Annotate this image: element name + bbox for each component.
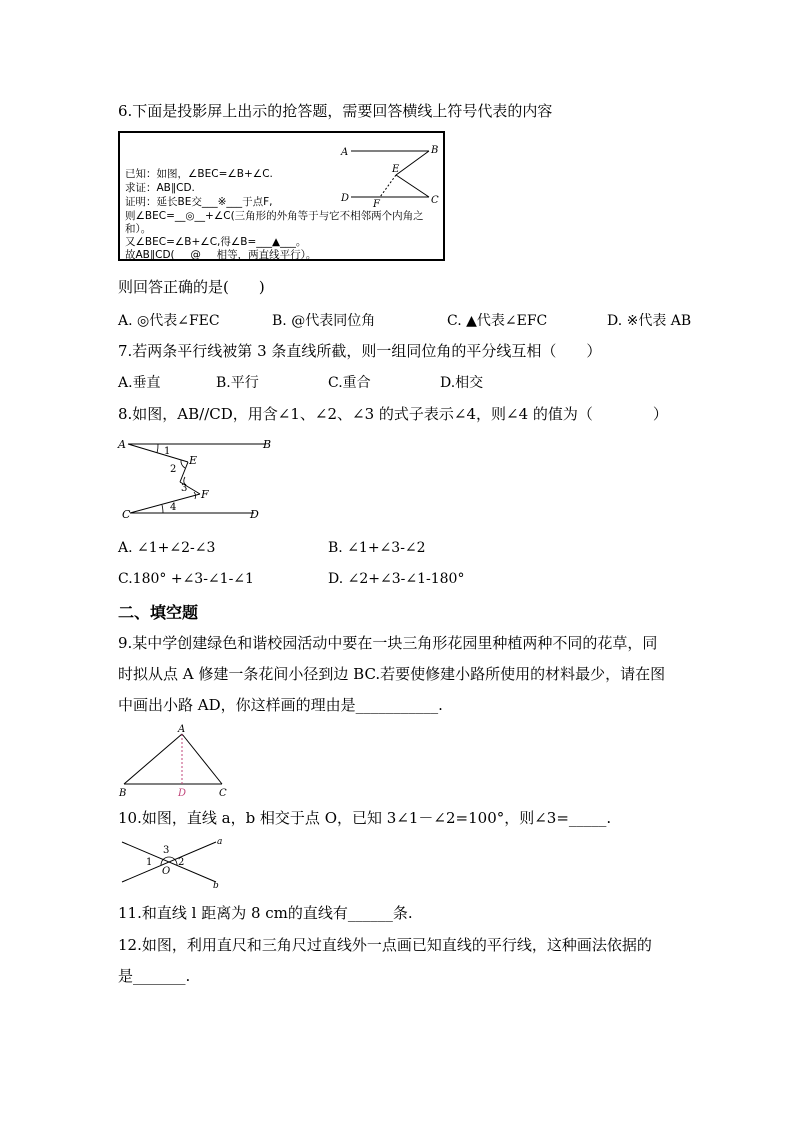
q8-label-f: F (201, 488, 209, 501)
q9-figure (116, 722, 228, 798)
q11-stem: 11.和直线 l 距离为 8 cm的直线有______条. (118, 904, 413, 922)
q10-label-2: 2 (178, 857, 185, 868)
q8-label-b: B (263, 438, 272, 451)
q6-label-b: B (431, 145, 439, 156)
q6-box-line: 则∠BEC=__◎__+∠C(三角形的外角等于与它不相邻两个内角之 (125, 210, 424, 222)
q6-label-c: C (431, 195, 439, 206)
q6-box-line: 已知：如图，∠BEC=∠B+∠C. (125, 168, 273, 180)
q9-line: 时拟从点 A 修建一条花间小径到边 BC.若要使修建小路所使用的材料最少，请在图 (118, 665, 666, 683)
q10-stem: 10.如图，直线 a，b 相交于点 O，已知 3∠1－∠2=100°，则∠3=_____. (118, 809, 612, 827)
q7-option-d: D.相交 (440, 375, 484, 391)
q10-figure (116, 834, 226, 890)
q6-projection-box (118, 131, 445, 261)
q6-box-line: 故AB∥CD(___@___相等，两直线平行）。 (125, 249, 317, 261)
q8-label-2: 2 (170, 464, 177, 475)
q6-prompt: 则回答正确的是( ) (118, 278, 265, 296)
q8-option-d: D. ∠2+∠3-∠1-180° (328, 571, 465, 587)
q9-label-c: C (219, 788, 227, 799)
q9-label-a: A (178, 724, 186, 735)
q7-option-a: A.垂直 (118, 375, 161, 391)
q7-stem: 7.若两条平行线被第 3 条直线所截，则一组同位角的平分线互相（ ） (118, 342, 602, 360)
q6-figure (335, 139, 445, 209)
q10-label-3: 3 (163, 845, 170, 856)
q8-label-e: E (189, 454, 198, 467)
q9-line: 9.某中学创建绿色和谐校园活动中要在一块三角形花园里种植两种不同的花草，同 (118, 634, 658, 652)
q6-option-b: B. @代表同位角 (272, 313, 376, 329)
q10-label-a: a (217, 837, 223, 847)
q7-option-b: B.平行 (216, 375, 259, 391)
q6-label-a: A (341, 147, 349, 158)
q10-label-o: O (162, 866, 171, 877)
q6-option-d: D. ※代表 AB (607, 313, 692, 329)
q6-label-e: E (392, 164, 400, 175)
q8-label-1: 1 (164, 446, 171, 457)
q12-line: 12.如图，利用直尺和三角尺过直线外一点画已知直线的平行线，这种画法依据的 (118, 936, 652, 954)
q6-option-c: C. ▲代表∠EFC (447, 313, 548, 329)
q9-line: 中画出小路 AD，你这样画的理由是___________. (118, 696, 443, 714)
q6-box-line: 又∠BEC=∠B+∠C,得∠B=___▲___。 (125, 236, 307, 248)
q9-label-b: B (119, 788, 127, 799)
q8-option-b: B. ∠1+∠3-∠2 (328, 540, 426, 556)
q8-stem: 8.如图，AB//CD，用含∠1、∠2、∠3 的式子表示∠4，则∠4 的值为（ ） (118, 405, 668, 423)
q9-label-d: D (178, 788, 187, 799)
q10-label-1: 1 (146, 857, 153, 868)
q12-line: 是_______. (118, 967, 191, 985)
q7-option-c: C.重合 (328, 375, 371, 391)
q8-option-a: A. ∠1+∠2-∠3 (118, 540, 216, 556)
q6-stem: 6.下面是投影屏上出示的抢答题，需要回答横线上符号代表的内容 (118, 102, 553, 120)
q8-option-c: C.180° +∠3-∠1-∠1 (118, 571, 254, 587)
q6-option-a: A. ◎代表∠FEC (118, 313, 220, 329)
q6-box-line: 求证：AB∥CD. (125, 182, 195, 194)
q10-label-b: b (213, 881, 219, 891)
q8-label-4: 4 (170, 502, 177, 513)
q8-label-a: A (118, 438, 126, 451)
q6-box-line: 证明：延长BE交___※___于点F, (125, 196, 273, 208)
q6-box-line: 和）。 (125, 223, 152, 235)
q6-label-f: F (373, 199, 380, 210)
q6-label-d: D (341, 193, 350, 204)
q8-label-3: 3 (181, 483, 188, 494)
section-title: 二、填空题 (118, 603, 199, 622)
q8-label-c: C (122, 508, 131, 521)
q8-label-d: D (250, 508, 259, 521)
q8-figure (118, 436, 272, 522)
